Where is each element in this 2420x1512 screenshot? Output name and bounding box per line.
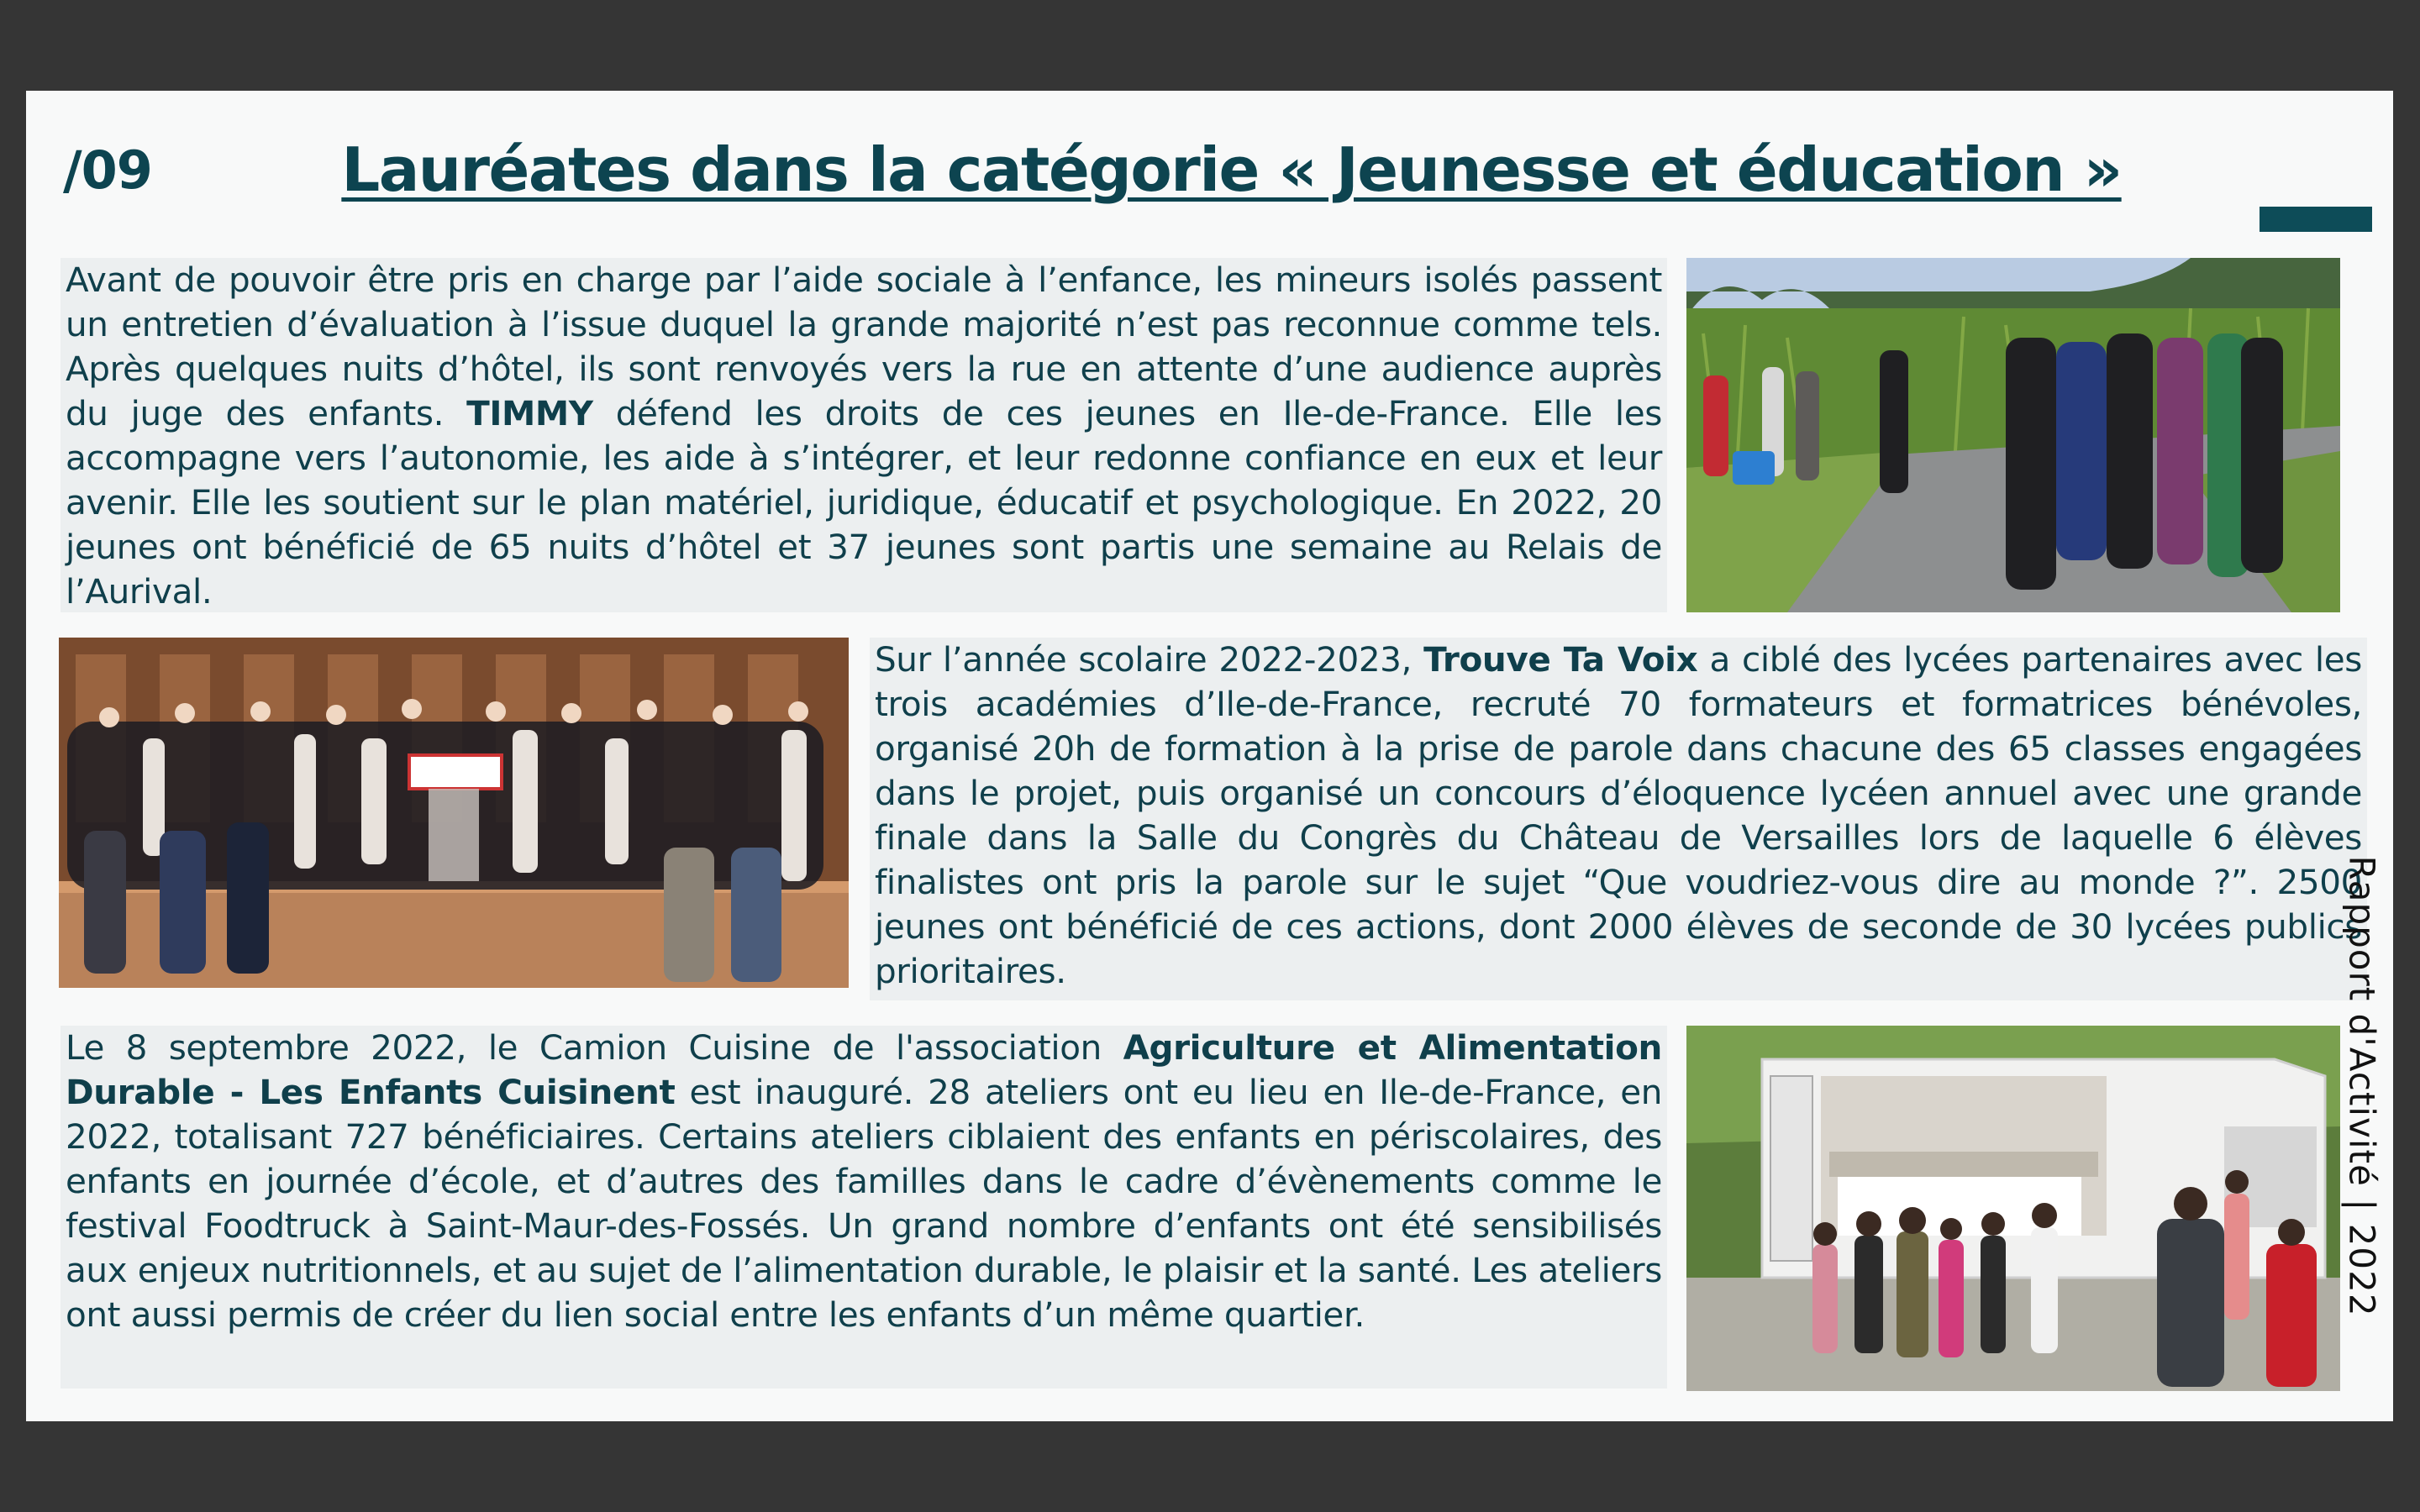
page-title: Lauréates dans la catégorie « Jeunesse et éducation » [341, 134, 2122, 205]
photo-young-people-walking [1686, 258, 2340, 612]
paragraph-text: Avant de pouvoir être pris en charge par l’aide sociale à l’enfance, les mineurs isolés passent un entretien d’évaluation à l’issue duquel la grande majorité n’est pas reconnue comme tels. Après quelques nuits d’hôtel, ils sont renvoyés vers la rue en attente d’une audience auprès du juge des enfants. [66, 260, 1662, 433]
text-block-enfants-cuisinent [60, 1026, 1667, 1389]
text-block-timmy [60, 258, 1667, 612]
paragraph-text: Sur l’année scolaire 2022-2023, [875, 639, 1424, 680]
accent-bar [2260, 207, 2372, 232]
organization-name: TIMMY [466, 393, 593, 433]
paragraph-text: est inauguré. 28 ateliers ont eu lieu en Ile-de-France, en 2022, totalisant 727 bénéficiaires. Certains ateliers ciblaient des enfants en périscolaires, des enfants en journée d’école, et d’autres des familles dans le cadre d’évènements comme le festival Foodtruck à Saint-Maur-des-Fossés. Un grand nombre d’enfants ont été sensibilisés aux enjeux nutritionnels, et au sujet de l’alimentation durable, le plaisir et la santé. Les ateliers ont aussi permis de créer du lien social entre les enfants d’un même quartier. [66, 1072, 1662, 1335]
report-page [26, 91, 2393, 1421]
page-number: /09 [63, 139, 152, 201]
text-block-trouve-ta-voix [870, 638, 2367, 1000]
paragraph-text: défend les droits de ces jeunes en Ile-de-France. Elle les accompagne vers l’autonomie, les aide à s’intégrer, et leur redonne confiance en eux et leur avenir. Elle les soutient sur le plan matériel, juridique, éducatif et psychologique. En 2022, 20 jeunes ont bénéficié de 65 nuits d’hôtel et 37 jeunes sont partis une semaine au Relais de l’Aurival. [66, 393, 1662, 612]
report-footer [2320, 841, 2404, 1331]
photo-cooking-truck [1686, 1026, 2340, 1391]
organization-name: Trouve Ta Voix [1423, 639, 1698, 680]
paragraph-text: Le 8 septembre 2022, le Camion Cuisine de l'association [66, 1027, 1123, 1068]
footer-text: Rapport d'Activité | 2022 [2341, 855, 2383, 1317]
organization-name: Agriculture et Alimentation Durable - Les Enfants Cuisinent [66, 1027, 1662, 1112]
paragraph-text: a ciblé des lycées partenaires avec les trois académies d’Ile-de-France, recruté 70 formateurs et formatrices bénévoles, organisé 20h de formation à la prise de parole dans chacune des 65 classes engagées dans le projet, puis organisé un concours d’éloquence lycéen annuel avec une grande finale dans la Salle du Congrès du Château de Versailles lors de laquelle 6 élèves finalistes ont pris la parole sur le sujet “Que voudriez-vous dire au monde ?”. 2500 jeunes ont bénéficié de ces actions, dont 2000 élèves de seconde de 30 lycées publics prioritaires. [875, 639, 2362, 991]
photo-eloquence-contest-group [59, 638, 849, 988]
